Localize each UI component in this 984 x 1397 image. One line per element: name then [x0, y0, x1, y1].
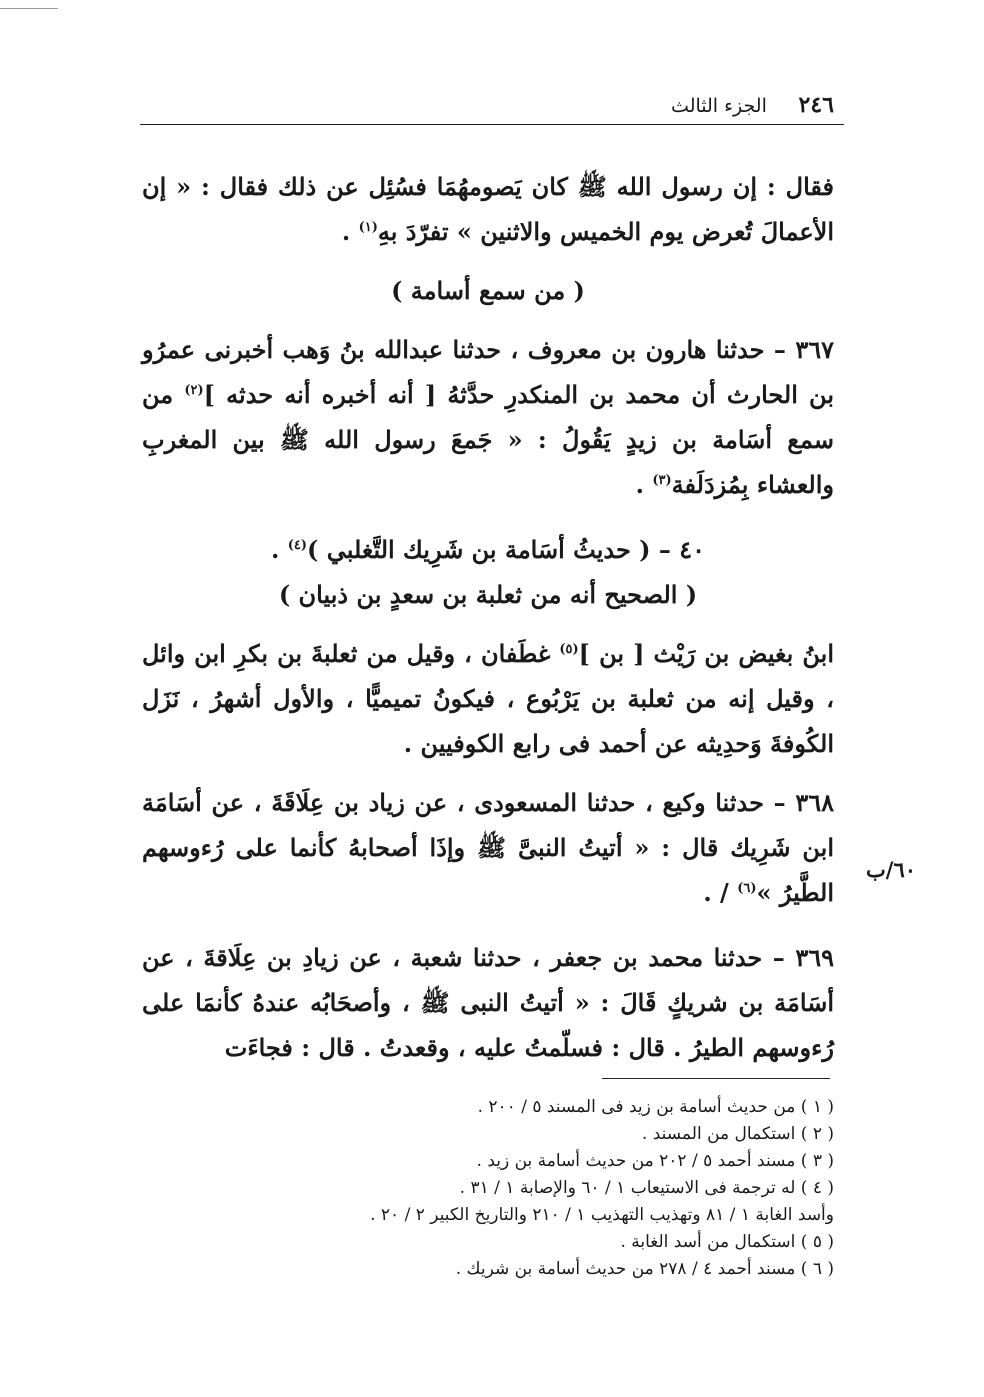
page-header — [671, 92, 834, 118]
footnote-ref-6: (٦) — [737, 881, 757, 896]
footnote-3: ( ٣ ) مسند أحمد ٥ / ٢٠٢ من حديث أسامة بن زيد . — [476, 1151, 834, 1171]
footnote-ref-3: (٣) — [652, 473, 672, 488]
footnote-2: ( ٢ ) استكمال من المسند . — [641, 1124, 834, 1144]
hadith-369: ٣٦٩ – حدثنا محمد بن جعفر ، حدثنا شعبة ، عن زيادِ بن عِلَاقةَ ، عن أسَامَة بن شريكٍ قَالَ : « أتيتُ النبى ﷺ ، وأصحَابُه عندهُ كأنمَا على رُءوسهم الطيرُ . قال : فسلّمتُ عليه ، وقعدتُ . قال : فجاءَت — [142, 943, 834, 1062]
footnote-6: ( ٦ ) مسند أحمد ٤ / ٢٧٨ من حديث أسامة بن شريك . — [455, 1259, 834, 1279]
footnote-5: ( ٥ ) استكمال من أسد الغابة . — [620, 1232, 834, 1252]
footnote-ref-2: (٢) — [184, 383, 204, 398]
hadith-367: ٣٦٧ – حدثنا هارون بن معروف ، حدثنا عبدالله بنُ وَهب أخبرنى عمرُو بن الحارث أن محمد بن المنكدرِ حدَّثهُ [ أنه أخبره أنه حدثه ]$^{(٢)}$ من سمع أسَامة بن زيدٍ يَقُولُ : « جَمعَ رسول الله ﷺ بين المغربِ والعشاء بِمُزدَلَفة$^{(٣)}$ . — [142, 335, 834, 499]
biography-paragraph: ابنُ بغيض بن رَيْث [ بن ]$^{(٥)}$ غطَفان ، وقيل من ثعلبةَ بن بكرِ ابن وائل ، وقيل إنه من ثعلبة بن يَرْبُوع ، فيكونُ تميميًّا ، والأول أشهرُ ، نَزَل الكُوفةَ وَحدِيثه عن أحمد فى رابع الكوفيين . — [142, 639, 834, 758]
main-text — [142, 164, 834, 1070]
header-rule — [140, 124, 844, 125]
footnote-1: ( ١ ) من حديث أسامة بن زيد فى المسند ٥ / ٢٠٠ . — [477, 1097, 834, 1117]
footnotes — [134, 1094, 834, 1283]
hadith-368: ٣٦٨ – حدثنا وكيع ، حدثنا المسعودى ، عن زياد بن عِلَاقَةَ ، عن أسَامَة ابن شَرِيك قال : « أتيتُ النبىَّ ﷺ وإذَا أصحابهُ كأنما على رُءوسهم الطَّيرُ »$^{(٦)}$ / . — [142, 788, 834, 907]
footnote-4: ( ٤ ) له ترجمة فى الاستيعاب ١ / ٦٠ والإصابة ١ / ٣١ . — [459, 1178, 834, 1198]
section-subtitle-2: ( الصحيح أنه من ثعلبة بن سعدٍ بن ذبيان ) — [278, 580, 698, 609]
running-title: الجزء الثالث — [671, 95, 767, 117]
scan-edge-mark — [0, 8, 58, 9]
page-number: ٢٤٦ — [798, 92, 834, 118]
footnote-ref-1: (١) — [358, 220, 378, 235]
section-heading-40: ٤٠ – ( حديثُ أسَامة بن شَرِيك التَّغلبي )$^{(٤)}$ . — [270, 535, 706, 564]
manuscript-folio-note: ٦٠/ب — [866, 857, 917, 882]
section-subtitle-1: ( من سمع أسامة ) — [391, 276, 585, 305]
footnote-4-continued: وأسد الغابة ١ / ٨١ وتهذيب التهذيب ١ / ٢١٠ والتاريخ الكبير ٢ / ٢٠ . — [370, 1205, 834, 1225]
paragraph-1: فقال : إن رسول الله ﷺ كان يَصومهُمَا فسُئِل عن ذلك فقال : « إن الأعمالَ تُعرض يوم الخميس والاثنين » تفرّدَ بهِ$^{(١)}$ . — [142, 172, 834, 246]
footnote-rule — [602, 1078, 830, 1079]
footnote-ref-4: (٤) — [287, 538, 307, 553]
footnote-ref-5: (٥) — [559, 642, 579, 657]
